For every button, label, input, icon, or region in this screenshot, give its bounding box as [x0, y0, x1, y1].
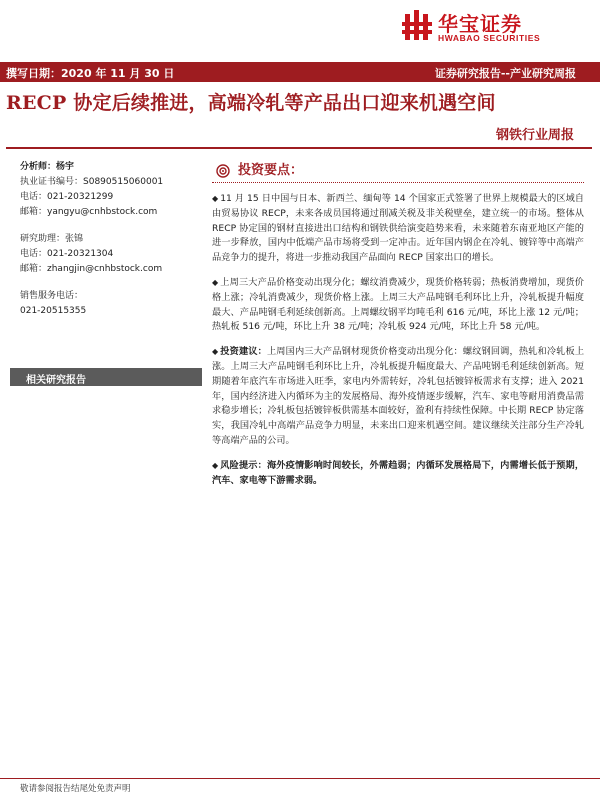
sales-label: 销售服务电话： — [20, 291, 84, 301]
paragraph-prices-text: 上周三大产品价格变动出现分化；螺纹消费减少，现货价格转弱；热板消费增加，现货价格上涨；冷轧消费减少，现货价格上涨。上周三大产品吨钢毛利环比上升，冷轧板提升幅度最大、产品吨钢毛利延续创新高。上周螺纹钢平均吨毛利 616 元/吨，环比上涨 12 元/吨；热轧板 516 元/吨，环比上升 38 元/吨；冷轧板 924 元/吨，环比上升 58 元/吨。 — [212, 276, 584, 333]
analyst-name: 分析师：杨宇 — [20, 162, 75, 172]
disclaimer-footer: 敬请参阅报告结尾处免责声明 — [20, 784, 131, 794]
target-icon — [216, 164, 230, 178]
assistant-email[interactable]: 邮箱：zhangjin@cnhbstock.com — [20, 264, 163, 274]
assistant-phone: 电话：021-20321304 — [20, 249, 114, 259]
analyst-email[interactable]: 邮箱：yangyu@cnhbstock.com — [20, 207, 158, 217]
paragraph-advice-text: 上周国内三大产品钢材现货价格变动出现分化：螺纹钢回调，热轧和冷轧板上涨。上周三大产品吨钢毛利环比上升，冷轧板提升幅度最大、产品吨钢毛利延续创新高。短期随着年底汽车市场进入旺季，家电内外需转好，冷轧包括镀锌板需求有支撑；进入 2021 年，国内经济进入内循环为主的发展格局、海外疫情逐步缓解，汽车、家电等耐用消费品需求稳步增长；冷轧板包括镀锌板供需基本面较好，盈利有持续性保障。中长期 RECP 协定落实，我国冷轧中高端产品竞争力明显，未来出口迎来机遇空间。建议继续关注部分生产冷轧等高端产品的公司。 — [212, 346, 585, 446]
section-heading — [212, 160, 584, 182]
diamond-bullet-icon: ◆ — [212, 194, 219, 203]
header-band — [0, 62, 600, 82]
report-subtitle: 钢铁行业周报 — [495, 128, 574, 143]
advice-lead: 投资建议： — [220, 346, 267, 358]
paragraph-advice — [212, 345, 584, 449]
related-reports-label: 相关研究报告 — [26, 375, 86, 386]
diamond-bullet-icon: ◆ — [212, 347, 219, 357]
paragraph-risk-text: 海外疫情影响时间较长，外需趋弱；内循环发展格局下，内需增长低于预期，汽车、家电等下游需求弱。 — [212, 459, 585, 486]
paragraph-prices — [212, 276, 584, 335]
paragraph-rcep — [212, 192, 584, 266]
related-reports-bar — [10, 368, 202, 386]
report-title: RECP 协定后续推进，高端冷轧等产品出口迎来机遇空间 — [6, 92, 496, 114]
paragraph-rcep-text: 11 月 15 日中国与日本、新西兰、缅甸等 14 个国家正式签署了世界上规模最大的区域自由贸易协议 RECP，未来各成员国将通过削减关税及非关税壁垒，建立统一的市场。整体从 RECP 协定国的钢材直接进出口结构和钢铁供给演变趋势来看，未来随着东南亚地区产能的进一步释放，国内中低端产品市场将受到一定冲击。近年国内钢企在冷轧、镀锌等中高端产品竞争力的提升，将进一步推动我国产品面向 RECP 国家出口的增长。 — [212, 193, 584, 264]
analyst-license: 执业证书编号：S0890515060001 — [20, 177, 164, 187]
title-divider — [6, 147, 592, 149]
hwabao-logo — [402, 8, 574, 46]
analyst-phone: 电话：021-20321299 — [20, 192, 114, 202]
main-content — [212, 160, 584, 488]
assistant-name: 研究助理：张锦 — [20, 234, 84, 244]
brand-name-en: HWABAO SECURITIES — [438, 33, 541, 43]
footer-rule — [0, 778, 600, 779]
brand-name-cn: 华宝证券 — [438, 12, 522, 36]
report-date: 撰写日期：2020 年 11 月 30 日 — [6, 67, 175, 80]
heading-dotted-rule — [212, 182, 584, 183]
hwabao-logo-mark-icon — [402, 10, 432, 42]
diamond-bullet-icon: ◆ — [212, 277, 219, 287]
sales-phone: 021-20515355 — [20, 306, 87, 316]
analyst-sidebar — [20, 160, 210, 319]
report-type: 证券研究报告--产业研究周报 — [434, 67, 576, 80]
paragraph-risk — [212, 459, 584, 489]
section-heading-text: 投资要点： — [238, 162, 304, 178]
risk-lead: 风险提示： — [220, 459, 267, 471]
diamond-bullet-icon: ◆ — [212, 460, 219, 470]
